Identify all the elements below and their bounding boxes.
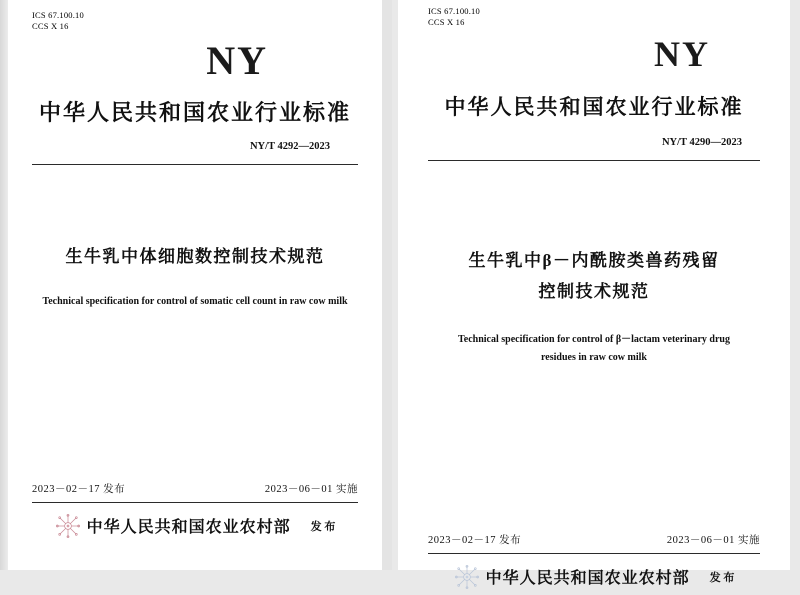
document-title-en-line2: residues in raw cow milk	[541, 351, 647, 363]
ny-logo: NY	[206, 37, 268, 83]
document-title-cn: 生牛乳中体细胞数控制技术规范	[65, 246, 325, 266]
document-title-en-line1: Technical specification for control of β－lactam veterinary drug	[458, 333, 730, 345]
page-gutter-middle	[382, 0, 392, 570]
effective-date: 2023－06－01 实施	[666, 534, 760, 546]
ics-code: ICS 67.100.10	[32, 10, 84, 20]
issuer-name: 中华人民共和国农业农村部	[86, 519, 291, 537]
document-title-cn-line2: 控制技术规范	[538, 282, 650, 302]
dates-row	[32, 481, 358, 496]
dates-row	[428, 532, 760, 547]
divider-top	[32, 164, 358, 165]
standard-number: NY/T 4290—2023	[661, 136, 742, 148]
page-gutter-left	[0, 0, 8, 570]
classification-codes	[32, 10, 358, 33]
issue-word: 发 布	[709, 571, 735, 584]
standard-series-title: 中华人民共和国农业行业标准	[444, 94, 744, 119]
issuer-row	[428, 564, 760, 590]
agriculture-ministry-emblem-icon	[454, 564, 480, 590]
document-title-en: Technical specification for control of somatic cell count in raw cow milk	[42, 295, 348, 307]
issuer-name: 中华人民共和国农业农村部	[485, 570, 690, 588]
divider-bottom	[32, 502, 358, 503]
standard-number: NY/T 4292—2023	[249, 140, 330, 152]
ics-code: ICS 67.100.10	[428, 6, 480, 16]
ny-logo: NY	[654, 33, 710, 74]
title-block	[32, 243, 358, 309]
classification-codes	[428, 6, 760, 29]
publish-date: 2023－02－17 发布	[428, 534, 522, 546]
issue-word: 发 布	[310, 520, 336, 533]
title-block	[428, 245, 760, 366]
document-title-cn-line1: 生牛乳中β－内酰胺类兽药残留	[468, 250, 720, 270]
effective-date: 2023－06－01 实施	[264, 483, 358, 495]
divider-top	[428, 160, 760, 161]
agriculture-ministry-emblem-icon	[55, 513, 81, 539]
ccs-code: CCS X 16	[428, 17, 465, 28]
standard-series-title: 中华人民共和国农业行业标准	[38, 99, 351, 125]
standard-cover-page-2	[398, 0, 790, 588]
issuer-row	[32, 513, 358, 539]
ccs-code: CCS X 16	[32, 21, 69, 32]
publish-date: 2023－02－17 发布	[32, 483, 126, 495]
divider-bottom	[428, 553, 760, 554]
standard-cover-page-1	[8, 0, 382, 570]
